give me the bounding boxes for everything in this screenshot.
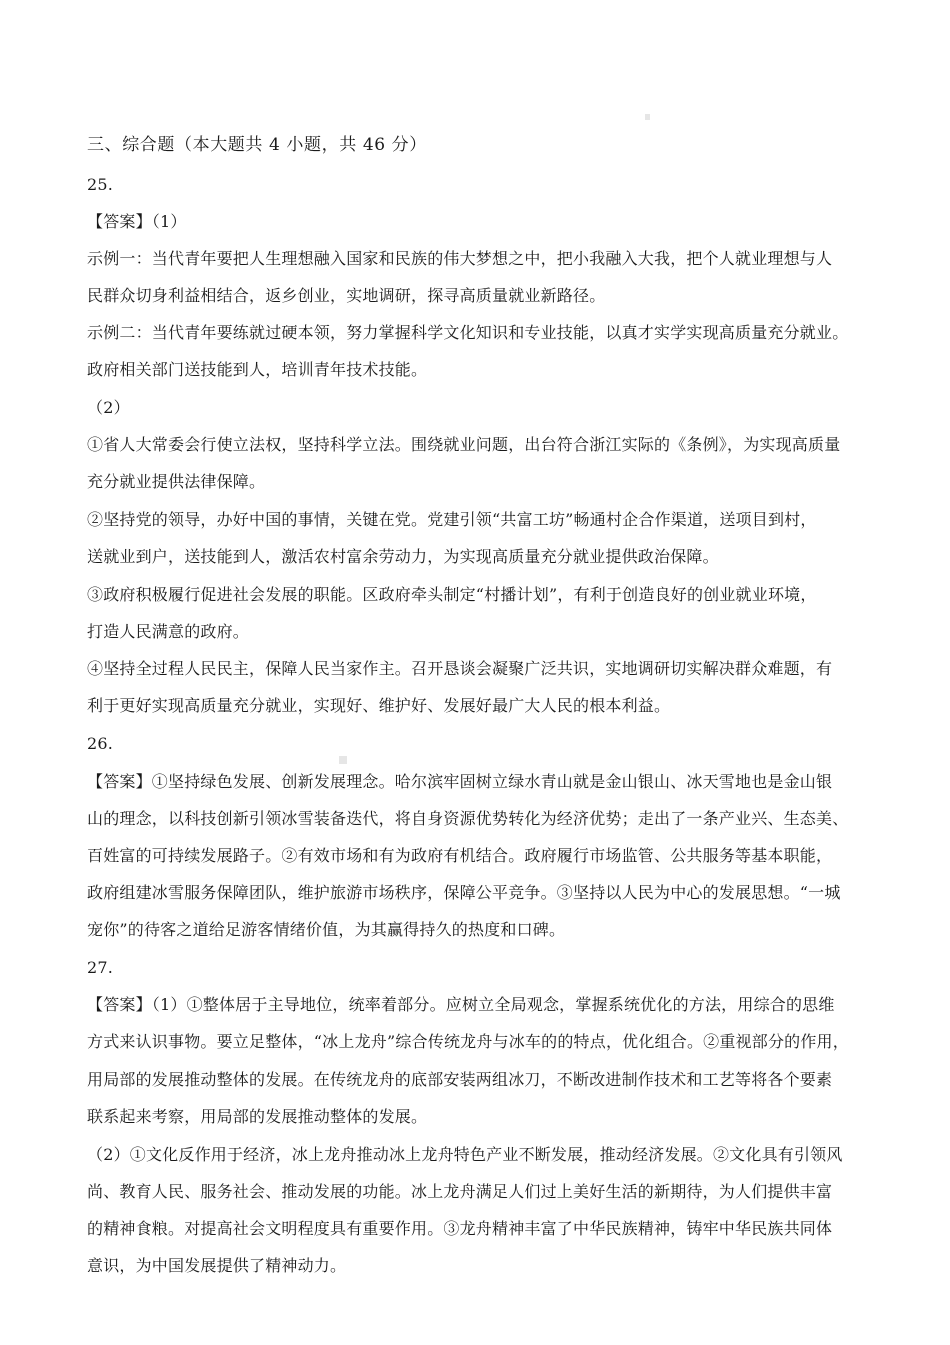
text-line: 利于更好实现高质量充分就业，实现好、维护好、发展好最广大人民的根本利益。 — [87, 696, 671, 715]
text-line: 百姓富的可持续发展路子。②有效市场和有为政府有机结合。政府履行市场监管、公共服务等基本职能， — [87, 846, 833, 865]
text-line: ①省人大常委会行使立法权，坚持科学立法。围绕就业问题，出台符合浙江实际的《条例》，为实现高质量 — [87, 435, 841, 454]
answer-label-25-1: 【答案】（1） — [87, 212, 187, 231]
text-line: ④坚持全过程人民民主，保障人民当家作主。召开恳谈会凝聚广泛共识，实地调研切实解决群众难题，有 — [87, 659, 833, 678]
text-line: 送就业到户，送技能到人，激活农村富余劳动力，为实现高质量充分就业提供政治保障。 — [87, 547, 719, 566]
answer-label-25-2: （2） — [87, 398, 130, 417]
text-line: 【答案】（1）①整体居于主导地位，统率着部分。应树立全局观念，掌握系统优化的方法，用综合的思维 — [87, 995, 835, 1014]
question-number-25: 25. — [87, 175, 114, 194]
scan-artifact-mid — [339, 756, 347, 764]
text-line: （2）①文化反作用于经济，冰上龙舟推动冰上龙舟特色产业不断发展，推动经济发展。②文化具有引领风 — [87, 1145, 843, 1164]
text-line: 尚、教育人民、服务社会、推动发展的功能。冰上龙舟满足人们过上美好生活的新期待，为人们提供丰富 — [87, 1182, 833, 1201]
text-line: 充分就业提供法律保障。 — [87, 472, 266, 491]
question-number-26: 26. — [87, 734, 114, 753]
text-line: 的精神食粮。对提高社会文明程度具有重要作用。③龙舟精神丰富了中华民族精神，铸牢中华民族共同体 — [87, 1219, 833, 1238]
text-line: 示例二：当代青年要练就过硬本领，努力掌握科学文化知识和专业技能，以真才实学实现高质量充分就业。 — [87, 323, 849, 342]
text-line: 山的理念，以科技创新引领冰雪装备迭代，将自身资源优势转化为经济优势；走出了一条产业兴、生态美、 — [87, 809, 849, 828]
text-line: 用局部的发展推动整体的发展。在传统龙舟的底部安装两组冰刀，不断改进制作技术和工艺等将各个要素 — [87, 1070, 833, 1089]
question-number-27: 27. — [87, 958, 114, 977]
text-line: 【答案】①坚持绿色发展、创新发展理念。哈尔滨牢固树立绿水青山就是金山银山、冰天雪地也是金山银 — [87, 772, 833, 791]
text-line: 政府相关部门送技能到人，培训青年技术技能。 — [87, 360, 428, 379]
text-line: 宠你”的待客之道给足游客情绪价值，为其赢得持久的热度和口碑。 — [87, 920, 566, 939]
section-heading: 三、综合题（本大题共 4 小题，共 46 分） — [87, 135, 427, 155]
text-line: 民群众切身利益相结合，返乡创业，实地调研，探寻高质量就业新路径。 — [87, 286, 606, 305]
text-line: ③政府积极履行促进社会发展的职能。区政府牵头制定“村播计划”，有利于创造良好的创业就业环境， — [87, 585, 817, 604]
text-line: 打造人民满意的政府。 — [87, 622, 250, 641]
text-line: 联系起来考察，用局部的发展推动整体的发展。 — [87, 1107, 428, 1126]
text-line: 方式来认识事物。要立足整体，“冰上龙舟”综合传统龙舟与冰车的的特点，优化组合。②重视部分的作用， — [87, 1032, 849, 1051]
text-line: 政府组建冰雪服务保障团队，维护旅游市场秩序，保障公平竞争。③坚持以人民为中心的发展思想。“一城 — [87, 883, 841, 902]
text-line: 意识，为中国发展提供了精神动力。 — [87, 1256, 347, 1275]
scan-artifact-top — [645, 114, 650, 120]
text-line: ②坚持党的领导，办好中国的事情，关键在党。党建引领“共富工坊”畅通村企合作渠道，送项目到村， — [87, 510, 817, 529]
text-line: 示例一：当代青年要把人生理想融入国家和民族的伟大梦想之中，把小我融入大我，把个人就业理想与人 — [87, 249, 833, 268]
